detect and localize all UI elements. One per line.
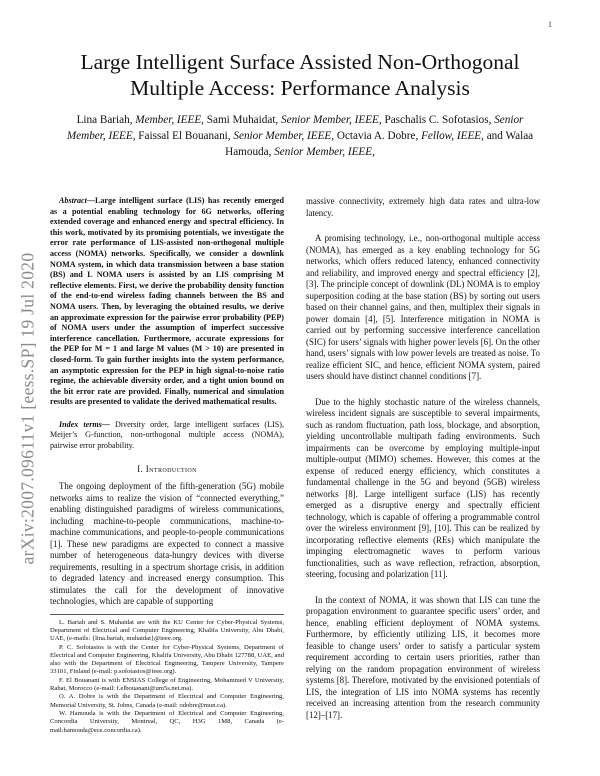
author-role: Senior Member, IEEE, (233, 130, 335, 142)
index-terms-text: Diversity order, large intelligent surfaces (LIS), Meijer’s G-function, non-orthogonal multiple access (NOMA), pairwise error probability. (50, 419, 284, 451)
footnote-affiliation: P. C. Sofotasios is with the Center for Cyber-Physical Systems, Department of Electrical and Computer Engineering, Khalifa University, Abu Dhabi 127788, UAE, and also with the Department of Electrical Engineering, Tampere University, Tampere 33101, Finland (e-mail: p.sofotasios@ieee.org). (50, 643, 284, 676)
left-column (50, 196, 284, 735)
author-role: Senior Member, IEEE, (66, 114, 524, 142)
index-terms (50, 420, 284, 452)
abstract-text: —Large intelligent surface (LIS) has recently emerged as a potential enabling technology for 6G networks, offering extended coverage and enhanced energy and spectral efficiency. In this work, motivated by its promising potentials, we investigate the error rate performance of LIS-assisted non-orthogonal multiple access (NOMA) networks. Specifically, we consider a downlink NOMA system, in which data transmission between a base station (BS) and L NOMA users is assisted by an LIS comprising M reflective elements. First, we derive the probability density function of the end-to-end wireless fading channels between the BS and NOMA users. Then, by leveraging the obtained results, we derive an approximate expression for the pairwise error probability (PEP) of NOMA users under the assumption of imperfect successive interference cancellation. Furthermore, accurate expressions for the PEP for M = 1 and large M values (M > 10) are presented in closed-form. To gain further insights into the system performance, an asymptotic expression for the PEP in high signal-to-noise ratio regime, the achievable diversity order, and a tight union bound on the bit error rate are provided. Finally, numerical and simulation results are presented to validate the derived mathematical results. (50, 196, 284, 407)
arxiv-identifier-stamp (14, 212, 42, 604)
body-paragraph: Due to the highly stochastic nature of the wireless channels, wireless incident signals are susceptible to several impairments, such as random fluctuation, path loss, blockage, and absorption, yielding uncontrollable multipath fading environments. Such impairments can be overcome by employing multiple-input multiple-output (MIMO) schemes. However, this comes at the expense of reduced energy efficiency, which constitutes a fundamental challenge in the 5G and beyond (5GB) wireless networks [8]. Large intelligent surface (LIS) has recently emerged as a disruptive energy and spectrally efficient technology, which is capable of offering a programmable control over the wireless environment [9], [10]. This can be realized by incorporating reflective elements (REs) which manipulate the impinging electromagnetic waves to perform various functionalities, such as wave reflection, refraction, absorption, steering, focusing and polarization [11]. (306, 396, 540, 579)
abstract-lead: Abstract (59, 196, 87, 205)
body-paragraph: In the context of NOMA, it was shown that LIS can tune the propagation environment to guarantee specific users’ order, and hence, enabling efficient deployment of NOMA systems. Furthermore, by efficiently utilizing LIS, it becomes more feasible to change users’ order to satisfy a particular system requirement according to certain users priorities, rather than relying on the random propagation environment of wireless systems [8]. Therefore, motivated by the envisioned potentials of LIS, the integration of LIS into NOMA systems has recently received an increasing attention from the research community [12]–[17]. (306, 594, 540, 720)
right-column (306, 196, 540, 735)
abstract (50, 196, 284, 408)
body-paragraph: A promising technology, i.e., non-orthogonal multiple access (NOMA), has emerged as a key enabling technology for 5G networks, which offers reduced latency, enhanced connectivity and reliability, and improved energy and spectral efficiency [2], [3]. The principle concept of downlink (DL) NOMA is to employ superposition coding at the base station (BS) by sorting out users based on their channel gains, and then, multiplex their signals in power domain [4], [5]. Interference mitigation in NOMA is carried out by performing successive interference cancellation (SIC) for users’ signals with higher power levels [6]. On the other hand, users’ signals with low power levels are treated as noise. To realize efficient SIC, and hence, efficient NOMA system, paired users should have distinct channel conditions [7]. (306, 233, 540, 381)
paper-title: Large Intelligent Surface Assisted Non-Orthogonal Multiple Access: Performance Analysis (80, 50, 520, 100)
author-name: Octavia A. Dobre, (336, 130, 419, 142)
page-number: 1 (548, 20, 552, 29)
author-list (62, 112, 538, 160)
author-name: Sami Muhaidat, (206, 114, 279, 126)
author-name: Paschalis C. Sofotasios, (384, 114, 492, 126)
footnote-divider (50, 614, 284, 615)
author-role: Senior Member, IEEE, (274, 146, 375, 158)
author-name: Lina Bariah, (76, 114, 133, 126)
footnote-affiliation: W. Hamouda is with the Department of Electrical and Computer Engineering, Concordia University, Montreal, QC, H3G 1M8, Canada (e-mail:hamouda@ece.concordia.ca). (50, 709, 284, 734)
footnote-affiliation: F. El Bouanani is with ENSIAS College of Engineering, Mohammed V University, Rabat, Morocco (e-mail: f.elbouanani@um5s.net.ma). (50, 676, 284, 693)
index-terms-lead: Index terms— (59, 419, 110, 429)
body-paragraph: massive connectivity, extremely high data rates and ultra-low latency. (306, 196, 540, 218)
footnotes (50, 619, 284, 735)
author-name: Faissal El Bouanani, (138, 130, 231, 142)
arxiv-identifier-text: arXiv:2007.09611v1 [eess.SP] 19 Jul 2020 (17, 252, 38, 564)
author-role: Fellow, IEEE, (421, 130, 484, 142)
footnote-affiliation: L. Bariah and S. Muhaidat are with the KU Center for Cyber-Physical Systems, Department of Electrical and Computer Engineering, Khalifa University, Abu Dhabi, UAE, (e-mails: {lina.bariah, muhaidat}@ieee.org. (50, 618, 284, 643)
section-heading-introduction: I. Introduction (137, 463, 197, 474)
author-role: Member, IEEE, (135, 114, 204, 126)
footnote-affiliation: O. A. Dobre is with the Department of Electrical and Computer Engineering, Memorial University, St. Johns, Canada (e-mail: odobre@mun.ca). (50, 693, 284, 709)
author-name: and Walaa Hamouda, (225, 130, 534, 158)
introduction-paragraph: The ongoing deployment of the fifth-generation (5G) mobile networks aims to realize the vision of “connected everything,” enabling distinguished paradigms of wireless communications, including machine-to-people communications, machine-to-machine communications, and people-to-people communications [1]. These new paradigms are expected to connect a massive number of heterogeneous data-hungry devices with diverse requirements, resulting in a spectrum shortage crisis, in addition to degraded latency and increased energy consumption. This stimulates the call for the development of innovative technologies, which are capable of supporting (50, 481, 284, 607)
author-role: Senior Member, IEEE, (281, 114, 382, 126)
